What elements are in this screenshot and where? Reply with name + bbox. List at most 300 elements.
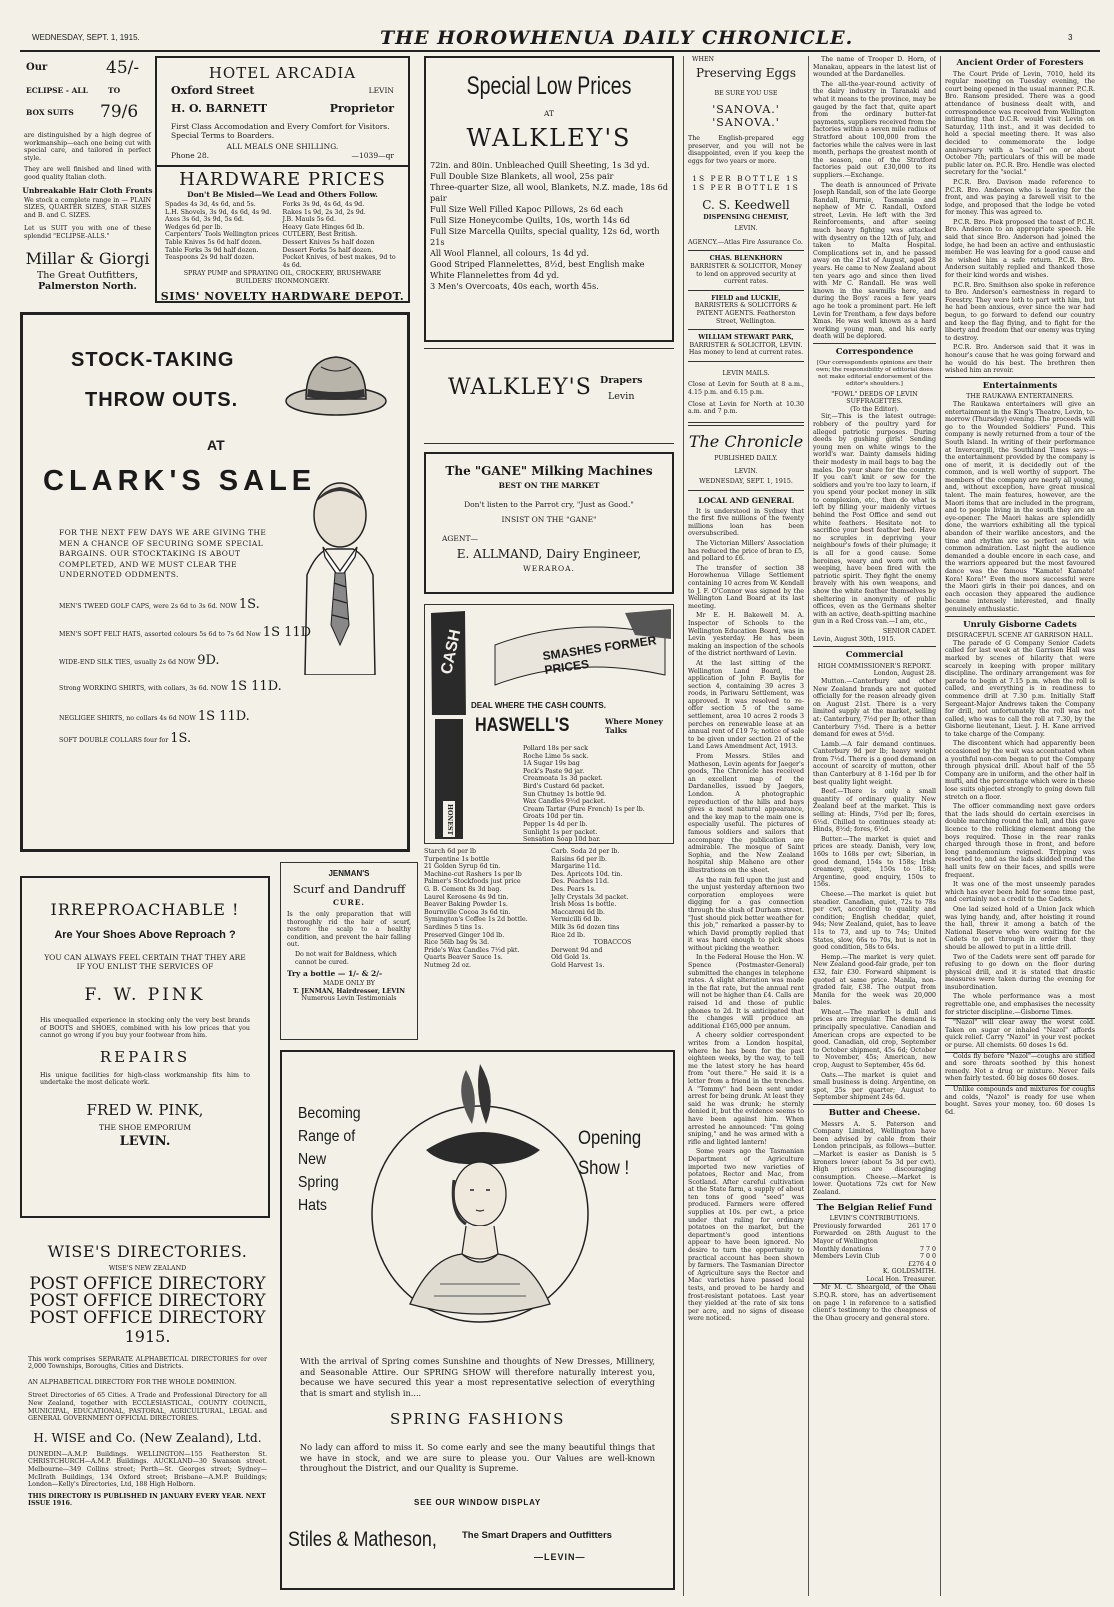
price-line: Sensation Soap 10d bar. — [523, 836, 601, 844]
page-number: 3 — [1068, 33, 1073, 42]
clark-row — [59, 625, 389, 657]
walkley-box — [424, 56, 674, 342]
walkley-title: Special Low Prices — [466, 72, 632, 100]
jenman-cure: CURE. — [332, 898, 366, 907]
wise-nz: WISE'S NEW ZEALAND — [108, 1265, 187, 1272]
svg-text:CASH: CASH — [438, 627, 465, 676]
stiles-becoming-line: Range of — [298, 1128, 356, 1145]
price-line: Pepper 1s 4d per lb. — [523, 820, 588, 828]
foresters-head: Ancient Order of Foresters — [956, 58, 1084, 68]
commercial-para: Hemp.—The market is very quiet. New Zealand good-fair grade, per ton £32, fair £30. Forward shipment is quoted at same price. Manila, non-graded fair, £38. The output from Manila for the week was 20,000 bales. — [813, 953, 936, 1007]
pink-emp: THE SHOE EMPORIUM — [98, 1122, 192, 1132]
belgian-fund-head: The Belgian Relief Fund — [816, 1202, 933, 1213]
local-para: The transfer of section 38 Horowhenua Village Settlement containing 10 acres from W. Kendall to J. F. O'Connor was signed by the Wellington Land Board at its last meeting. — [688, 564, 804, 610]
cadets-para: The discontent which had apparently been occasioned by the wait was accentuated when a youthful non-com began to put the Company through physical drill. About half of the 55 Company are in uniform, and the other half in mufti, and the percentage which were in these lose suits objected strongly to going down full stretch on a floor. — [945, 740, 1095, 801]
walkley-item: White Flannelettes from 4d yd. — [430, 270, 560, 280]
price-line: Bird's Custard 6d packet. — [523, 782, 605, 790]
haswell-banner: SMASHES FORMER PRICES — [541, 633, 658, 677]
commercial-para: Oats.—The market is quiet and small business is doing. Argentine, on spot, 25s per quarter; August to September shipment 24s 6d. — [813, 1071, 936, 1102]
wise-co: H. WISE and Co. (New Zealand), Ltd. — [33, 1430, 262, 1445]
wise-text: This work comprises SEPARATE ALPHABETICAL DIRECTORIES for over 2,000 Townships, Boroughs, Cities and Districts. — [28, 1355, 267, 1371]
local-para: It is understood in Sydney that the first five millions of the twenty millions loan has been oversubscribed. — [688, 507, 804, 538]
stiles-fashions: SPRING FASHIONS — [390, 1410, 565, 1428]
to-editor: (To the Editor). — [850, 405, 899, 413]
news-para: Mr M. C. Sheargold, of the Ohau S.P.Q.R. store, has an advertisement on page 1 in reference to a satisfied client's testimony to the cheapness of the Ohau grocery and general store. — [813, 1284, 936, 1322]
walkley-drapers: Drapers — [600, 375, 643, 386]
fund-value: £276 4 0 — [907, 1260, 936, 1268]
walkley-foot — [424, 348, 674, 444]
walkley-item: 72in. and 80in. Unbleached Quill Sheeting, 1s 3d yd. — [430, 160, 650, 170]
treasurer-name: K. GOLDSMITH. — [882, 1268, 936, 1276]
commercial-para: Butter.—The market is quiet and prices are steady. Danish, very low, 160s to 168s per cwt; Siberian, in good demand, 154s to 158s; Irish creamery, quiet, 150s to 158s; Argentine, good enquiry, 150s to 156s. — [813, 835, 936, 889]
cadets-subhead: DISGRACEFUL SCENE AT GARRISON HALL. — [946, 632, 1094, 640]
entertainments-head: Entertainments — [982, 380, 1058, 391]
arcadia-phone: Phone 28. — [171, 151, 209, 160]
clark-row-text: WIDE-END SILK TIES, usually 2s 6d NOW — [59, 659, 196, 666]
fund-row — [813, 1230, 936, 1245]
wise-addr: DUNEDIN—A.M.P. Buildings. WELLINGTON—155 Featherston St. CHRISTCHURCH—A.M.P. Buildings. AUCKLAND—30 Swanson street. Melbourne—349 Collins street; Perth—St. Georges street; Sydney—McIlrath Buildings, 134 Oxford street; Brisbane—A.M.P. Buildings; London—Kelly's Directories, Ltd, 188 High Holborn. — [28, 1450, 267, 1489]
clark-list — [59, 597, 389, 757]
price-line: Pollard 18s per sack — [523, 745, 588, 752]
haswell-left-list — [424, 848, 547, 970]
stiles-opening-line: Show ! — [578, 1158, 630, 1179]
wise-ad — [20, 1228, 275, 1590]
clark-row — [59, 709, 389, 735]
walkley-item: Full Double Size Blankets, all wool, 25s pair — [430, 171, 614, 181]
price-line: Preserved Ginger 10d lb. — [424, 931, 505, 939]
fund-label: Members Levin Club — [813, 1253, 880, 1261]
jenman-box — [280, 862, 418, 1040]
clark-row-text: MEN'S TWEED GOLF CAPS, were 2s 6d to 3s 6d. NOW — [59, 603, 237, 610]
walkley-item: Full Size Marcella Quilts, special quality, 12s 6d, worth 21s — [430, 226, 660, 247]
commercial-head: Commercial — [845, 650, 904, 661]
cadets-head: Unruly Gisborne Cadets — [963, 619, 1077, 630]
walkley-item: Three-quarter Size, all wool, Blankets, N.Z. made, 18s 6d pair — [430, 182, 668, 203]
price-line: Machine-cut Rashers 1s per lb — [424, 870, 522, 878]
wise-pod-2: POST OFFICE DIRECTORY — [29, 1290, 266, 1311]
cadets-para: One lad seized hold of a Union Jack which was lying handy, and, after hoisting it round the hall, threw it among a batch of the National Reserve who were waiting for the Cadets to get through in order that they should be allowed to put in a little drill. — [945, 905, 1095, 951]
column-rule — [808, 56, 809, 1596]
stiles-becoming-line: Spring — [298, 1174, 339, 1191]
price-line: Laurel Kerosene 4s 9d tin. — [424, 893, 509, 901]
haswell-box — [424, 604, 674, 844]
news-para: The death is announced of Private Joseph Randall, son of the late George Randall, Burnie, Tasmania and nephew of Mr C. Randall, Oxford street, Levin. He left with the 3rd Reinforcements, and after seeing much heavy fighting was attacked with dysentry on the 12th of July, and taken to Malta Hospital. Complications set in, and he passed away on the 21st of August, aged 28 years. He came to New Zealand about ten years ago and since then lived with Mr C. Randall. He was well known in the sawmills here, and during the Boys' races a few years ago he took a prominent part. He left Levin for Trentham, a few days before Xmas. He was well known as a hard working young man, and his early death will be deplored. — [813, 181, 936, 341]
butter-cheese-body: Messrs A. S. Paterson and Company Limited, Wellington have been advised by cable from their London principals, as follows—butter.—Market is easier as Danish is 5 kroners lower (about 5s 3d per cwt). High prices are discouraging consumption. Cheese.—Market is lower. Quotations 72s cwt for New Zealand. — [813, 1120, 936, 1196]
eggs-ad — [688, 56, 804, 1325]
price-line: Sardines 5 tins 1s. — [424, 923, 484, 931]
stiles-becoming — [298, 1102, 360, 1217]
gane-best: BEST ON THE MARKET — [498, 481, 600, 490]
pink-title: IRREPROACHABLE ! — [50, 900, 240, 919]
stiles-opening-line: Opening — [578, 1128, 642, 1149]
wise-street: Street Directories of 65 Cities. A Trade and Professional Directory for all New Zealand, together with ECCLESIASTICAL, COUNTY COUNCIL, MUNICIPAL, EDUCATIONAL, PASTORAL, AGRICULTURAL, LEGAL and GENERAL GOVERNMENT OFFICIAL DIRECTORIES. — [28, 1392, 267, 1423]
millar-outfit: The Great Outfitters, — [36, 269, 139, 281]
price-line: Des. Apricots 10d. tin. — [551, 870, 623, 878]
fund-label: Monthly donations — [813, 1245, 873, 1253]
letter-date: Levin, August 30th, 1915. — [813, 635, 896, 643]
clark-title-2: THROW OUTS. — [85, 389, 239, 411]
wise-pod-3: POST OFFICE DIRECTORY — [29, 1307, 266, 1328]
haswell-right-list — [551, 848, 674, 970]
price-line: Raisins 6d per lb. — [551, 855, 608, 863]
price-line: 21 Golden Syrup 6d tin. — [424, 863, 501, 871]
jenman-made: MADE ONLY BY — [323, 980, 375, 988]
mails-title: LEVIN MAILS. — [722, 369, 770, 377]
price-line: 1A Sugar 19s bag — [523, 760, 580, 768]
news-para: The all-the-year-round activity of the dairy industry in Taranaki and what it means to the province, may be gauged by the fact that, quite apart from the ordinary butter-fat payments, suppliers received from the factories within a seven mile radius of Stratford about 100,000 from the factories while the calves were in last month, perhaps the greatest month of the season, one of the Stratford factories paid out £30,000 to its suppliers.—Exchange. — [813, 80, 936, 179]
pink-town: LEVIN. — [119, 1133, 171, 1149]
stiles-becoming-line: New — [298, 1151, 327, 1168]
price-line: Cream Tartar (Pure French) 1s per lb. — [523, 805, 645, 813]
arcadia-title: HOTEL ARCADIA — [208, 64, 357, 82]
cadets-para: It was one of the most unseemly parades which has ever been held for some time past, and certainly not a credit to the Cadets. — [945, 881, 1095, 904]
clark-title-1: STOCK-TAKING — [71, 349, 235, 371]
cadets-para: The parade of G Company Senior Cadets called for last week at the Garrison Hall was marked by scenes of hilarity that were scarcely in keeping with proper military discipline. The ordinary arrangement was for parade to begin at 7.15 p.m. when the roll is called, and everything is in readiness to commence drill at 7.30 p.m. Initially Staff Sergeant-Major Andrews taken the Company for drill, not unfortunately the roll was not called, who was to call the roll at 7.30, by the Gisborne lieutenant, Lieut. J. H. Kane arrived to take charge of the Company. — [945, 639, 1095, 738]
pink-name: F. W. PINK — [84, 985, 206, 1005]
local-para: The Victorian Millers' Association has reduced the price of bran to £5, and pollard to £6. — [688, 540, 804, 563]
lady-with-hat-illustration — [370, 1054, 590, 1354]
gane-box — [424, 452, 674, 594]
millar-body: We stock a complete range in — PLAIN SIZES, QUARTER SIZES, STAR SIZES and B. and C. SIZES. — [24, 196, 151, 219]
price-line: Milk 3s 6d dozen tins — [551, 923, 620, 931]
local-para: In the Federal House the Hon. W. Spence (Postmaster-General) submitted the changes in telephone rates. A slight alteration was made in the flat rate, but the annual rent will not be higher than £4. Calls are raised 1d and those of public phones to 2d. It is anticipated that the changes will produce an additional £165,000 per annum. — [688, 954, 804, 1030]
price-line: Turpentine 1s bottle — [424, 855, 490, 863]
fund-label: Previously forwarded — [813, 1222, 882, 1230]
price-line: Maccaroni 6d lb. — [551, 908, 605, 916]
legal-text: BARRISTERS & SOLICITORS & PATENT AGENTS. Featherston Street, Wellington. — [694, 302, 798, 325]
arcadia-street: Oxford Street — [171, 84, 255, 97]
hardware-item: Table Forks 3s 9d half dozen. — [165, 246, 259, 254]
eggs-town: LEVIN. — [734, 225, 758, 233]
hardware-spray: SPRAY PUMP and SPRAYING OIL, CROCKERY, BRUSHWARE BUILDERS' IRONMONGERY. — [183, 270, 382, 285]
legal-name: WILLIAM STEWART PARK, — [698, 334, 794, 342]
clark-row-text: MEN'S SOFT FELT HATS, assorted colours 5s 6d to 7s 6d Now — [59, 631, 261, 638]
clark-sale: CLARK'S SALE — [43, 465, 317, 497]
nazol-para: Unlike compounds and mixtures for coughs and colds, "Nazol" is ready for use when bought. Saves your money, too. 60 doses 1s 6d. — [945, 1086, 1095, 1116]
gane-title: The "GANE" Milking Machines — [445, 464, 653, 478]
clark-row-price: 1S 11D — [262, 625, 312, 640]
stiles-box — [280, 1050, 675, 1590]
stiles-see: SEE OUR WINDOW DISPLAY — [413, 1498, 542, 1507]
hardware-title: HARDWARE PRICES — [179, 169, 386, 190]
price-line: Beaver Baking Powder 1s. — [424, 901, 508, 909]
felt-hat-icon — [281, 345, 391, 425]
price-line: Symington's Coffee 1s 2d bottle. — [424, 916, 528, 924]
eggs-sanova-2: 'SANOVA.' — [712, 116, 780, 130]
hardware-item: J.B. Mauls 5s 6d. — [282, 216, 336, 224]
wise-year: 1915. — [124, 1326, 171, 1346]
jenman-wait: Do not wait for Baldness, which cannot be cured. — [295, 950, 397, 966]
hardware-item: CUTLERY, Best British. — [282, 231, 358, 239]
arcadia-prop: Proprietor — [329, 102, 394, 115]
price-line: Rice 2d lb. — [551, 931, 586, 939]
clark-row-text: SOFT DOUBLE COLLARS four for — [59, 737, 169, 744]
price-line: Margarine 11d. — [551, 863, 601, 871]
legal-text: BARRISTER & SOLICITOR, LEVIN. Has money to lend at current rates. — [688, 341, 804, 357]
hardware-right-list — [283, 201, 401, 269]
price-line: Palmer's Stockfoods just price — [424, 878, 521, 886]
local-para: A cheery soldier correspondent writes from a London hospital, where he has been for the past eighteen weeks, by the way, to tell me the latest story he has heard from "out there." He said it is a letter from a friend in the trenches. A "Tommy" had been sent under arrest for being drunk. At least they said he was drunk; he sternly denied it, but the evidence seems to have been against him. When arrested he announced: "I'm going sniping," and he was armed with a rifle and lighted lantern! — [688, 1032, 804, 1146]
price-line: G. B. Cement 8s 3d bag. — [424, 885, 502, 893]
walkley-name: WALKLEY'S — [466, 124, 632, 152]
walkley-item: 3 Men's Overcoats, 40s each, worth 45s. — [430, 281, 599, 291]
hardware-item: L.H. Shovels, 3s 9d, 4s 6d, 4s 9d. — [165, 208, 272, 216]
pink-repairs: REPAIRS — [99, 1047, 191, 1066]
millar-eclipse: ECLIPSE - ALL — [26, 86, 88, 95]
hardware-sub: Don't Be Misled—We Lead and Others Follow. — [187, 190, 378, 199]
walkley-at: AT — [543, 109, 554, 118]
haswell-top-list — [523, 745, 671, 844]
jenman-text: Is the only preparation that will thoroughly rid the hair of scurf, restore the scalp to a healthy condition, and prevent the hair falling out. — [287, 911, 411, 949]
pink-text: His unequalled experience in stocking only the very best brands of BOOTS and SHOES, combined with his low prices that you cannot go wrong if you buy your footwear from him. — [40, 1017, 250, 1040]
clark-row — [59, 653, 389, 683]
eggs-agency: AGENCY.—Atlas Fire Assurance Co. — [688, 238, 803, 246]
price-line: Roche Lime 5s sack. — [523, 752, 589, 760]
hc-report-date: London, August 28. — [873, 670, 936, 678]
price-line: Old Gold 1s. — [551, 954, 591, 962]
treasurer-title: Local Hon. Treasurer. — [866, 1275, 936, 1283]
fund-value: 7 7 0 — [919, 1245, 936, 1253]
wise-issue: THIS DIRECTORY IS PUBLISHED IN JANUARY EVERY YEAR. NEXT ISSUE 1916. — [28, 1492, 266, 1508]
clark-row-price: 1S. — [238, 597, 260, 612]
millar-our: Our — [26, 62, 48, 73]
clark-row — [59, 731, 389, 757]
arcadia-town: LEVIN — [368, 86, 394, 95]
jenman-title: Scurf and Dandruff — [292, 882, 406, 896]
legal-text: BARRISTER & SOLICITOR, Money to lend on approved security at current rates. — [690, 262, 802, 286]
fund-label: Forwarded on 28th August to the Mayor of Wellington — [813, 1230, 936, 1245]
gane-insist: INSIST ON THE "GANE" — [501, 515, 597, 524]
price-line: Pride's Wax Candles 7½d pkt. — [424, 946, 520, 954]
local-para: Mr E. H. Bakewell M. A. Inspector of Schools to the Wellington Education Board, was in Levin yesterday. He has been making an inspection of the schools of the district northward of Levin. — [688, 612, 804, 658]
price-line: Bournville Cocoa 3s 6d tin. — [424, 908, 511, 916]
price-line: Peck's Paste 9d jar. — [523, 767, 585, 775]
pink-box — [20, 876, 270, 1218]
foresters-para: P.C.R. Bro. Davison made reference to P.C.R. Bro. Anderson who is leaving for the front, and was paying a farewell visit to the lodge, and proposed that the lodge be voted for money. This was agreed to. — [945, 178, 1095, 217]
local-para: Some years ago the Tasmanian Department of Agriculture imported two new varieties of potatoes, Rector and Mac, from Scotland. After careful cultivation at the State farm, a supply of about ten tons of good "seed" was produced. Farmers were offered supplies at 10s. per cwt., a price under that ruling for ordinary potatoes on the market, but the department's good intentions appear to have been ignored. No desire to turn the opportunity to practical account has been shown by farmers. The Tasmanian Director of Agriculture says the Rector and Mac varieties have passed local tests, and proved to be hardy and frost-resistant potatoes. Last year they yielded at the rate of six tons per acre, and no signs of disease were noticed. — [688, 1148, 804, 1323]
cadets-para: Two of the Cadets were sent off parade for refusing to go down on the floor during physical drill, and it is stated that drastic measures were taken during the evening for insubordination. — [945, 953, 1095, 991]
masthead-date: WEDNESDAY, SEPT. 1, 1915. — [32, 33, 140, 42]
entertainment-para: The Raukawa entertainers will give an entertainment in the King's Theatre, Levin, to-morrow (Thursday) evening. The proceeds will go to the Wounded Soldiers' Fund. This company is newly returned from a tour of the South Island. In writing of their performance at Invercargill, the Southland Times says:—the entertainment provided by the company is one of merit, it is decidedly out of the common, and is well worthy of support. The members of the company are nearly all young, and, without exception, have great musical talent. The main features, however, are the Maori items that are included in the program, and to people living in the south they are an eye-opener. The Maori hakas are splendidly done, the warriors exhibiting all the typical abandon of their warlike ancestors, and the time and rhythm are so perfect as to win common admiration. Last night the audience demanded a double encore in each case, and the warriors appeared but the most favoured dance was the famous "Kamate! Kamate! Kora! Kora!" Even the more successful were the Maori girls in their poi dances, and on each occasion they appeared the audience became intensely interested, and finally genuinely enthusiastic. — [945, 400, 1095, 613]
hardware-item: Forks 3s 9d, 4s 6d, 4s 9d. — [282, 201, 365, 208]
haswell-where: Where Money Talks — [605, 717, 663, 735]
clark-row — [59, 597, 389, 629]
clark-row-price: 9D. — [197, 653, 220, 668]
column-5 — [813, 56, 936, 1596]
millar-to: TO — [108, 86, 121, 95]
price-line: Rice 56lb bag 9s 3d. — [424, 939, 490, 947]
millar-desc: are distinguished by a high degree of workmanship—each one being cut with special care, and tailored in perfect style. — [24, 132, 151, 162]
price-line: Quarts Beaver Sauce 1s. — [424, 954, 503, 962]
hardware-item: Carpenters' Tools Wellington prices — [165, 231, 279, 239]
hardware-item: Table Knives 5s 6d half dozen. — [165, 238, 262, 246]
pink-sub: Are Your Shoes Above Reproach ? — [54, 929, 236, 941]
eggs-when: WHEN — [692, 56, 715, 63]
walkley-item: Full Size Well Filled Kapoc Pillows, 2s 6d each — [430, 204, 624, 214]
eggs-sure: BE SURE YOU USE — [714, 89, 778, 97]
price-line: Derwent 9d and — [551, 946, 603, 954]
clark-at: AT — [207, 437, 225, 453]
fund-value: 7 0 0 — [919, 1253, 936, 1261]
millar-box: BOX SUITS — [26, 108, 74, 117]
mails-south: Close at Levin for South at 8 a.m., 4.15 p.m. and 6.15 p.m. — [688, 381, 804, 397]
fund-row — [813, 1223, 936, 1231]
local-body — [688, 508, 804, 1323]
walkley-items — [426, 152, 672, 292]
millar-ad — [20, 56, 155, 299]
pink-enlist: YOU CAN ALWAYS FEEL CERTAIN THAT THEY ARE IF YOU ENLIST THE SERVICES OF — [44, 953, 246, 971]
hardware-item: Spades 4s 3d, 4s 6d, and 5s. — [165, 201, 256, 208]
nazol-para: Colds fly before "Nazol"—coughs are stifled and sore throats soothed by this honest remedy. Not a drug or mixture. Never fails when fairly tested. 60 big doses 60 doses. — [945, 1052, 1095, 1083]
price-line: Vermicilli 6d lb. — [551, 916, 602, 924]
price-line: Sun Chutney 1s bottle 9d. — [523, 790, 607, 798]
price-line: Jelly Crystals 3d packet. — [551, 893, 629, 901]
cadets-para: The officer commanding next gave orders that the lads should do certain exercises in double marching round the hall, and this gave licence to the rollicking element among the boys required. Those in the rear ranks charged through those in front, and before long pandemonium reigned. Tripping was resorted to, and as the lads skidded round the hall units few on their faces, and spills were frequent. — [945, 803, 1095, 879]
legal-name: FIELD and LUCKIE, — [711, 294, 781, 302]
wise-title: WISE'S DIRECTORIES. — [47, 1242, 248, 1261]
millar-price-high: 79/6 — [100, 102, 139, 122]
wise-alpha: AN ALPHABETICAL DIRECTORY FOR THE WHOLE DOMINION. — [28, 1378, 237, 1386]
hc-report-head: HIGH COMMISSIONER'S REPORT. — [817, 662, 932, 670]
eggs-text: The English-prepared egg preserver, and you will not be disappointed, even if you keep the eggs for two years or more. — [688, 135, 804, 165]
eggs-sanova-1: 'SANOVA.' — [712, 103, 780, 117]
stiles-name: Stiles & Matheson, — [288, 1528, 437, 1551]
hardware-item: Axes 3s 6d, 3s 9d, 5s 6d. — [165, 216, 244, 224]
arcadia-owner: H. O. BARNETT — [171, 102, 268, 115]
stiles-text2: No lady can afford to miss it. So come early and see the many beautiful things that we have in stock, and we are sure to please you. Our Values are well-known throughout the District, and our Quality is Supreme. — [300, 1442, 655, 1473]
hardware-item: Pocket Knives, of best makes, 9d to 4s 6d. — [282, 254, 396, 269]
chronicle-pub: PUBLISHED DAILY. — [714, 454, 778, 462]
eggs-title: Preserving Eggs — [695, 65, 797, 80]
commercial-para: Mutton.—Canterbury and other New Zealand brands are not quoted officially for the reason already given on August 21st. There is a very limited supply at the market, selling at: Canterbury, 7½d per lb; other than Canterbury 7½d. There is a better demand for ewes at 5½d. — [813, 677, 936, 739]
foresters-para: The Court Pride of Levin, 7010, held its regular meeting on Tuesday evening, the court being opened in the usual manner. P.C.R. Bro. Ransom presided. There was a good attendance of business dealt with, and correspondence was received from Wellington intimating that D.C.R. would visit Levin on Saturday, 11th inst., and it was decided to hold a special meeting there. It was also decided to commemorate the lodge anniversary with a "social" on or about October 7th; particulars of this will be made public later on. P.C.R. Bro. Hendle was elected secretary for the "social." — [945, 70, 1095, 177]
clark-row-price: 1S. — [170, 731, 192, 746]
local-para: At the last sitting of the Wellington Land Board, the application of John F. Baylis for section 4, containing 39 acres 3 roods, in Pariwaru Settlement, was approved. It was resolved to re-offer section 5 of the same settlement, area 10 acres 2 roods 3 perches on renewable lease at an annual rent of £19 7s; notice of sale to be given under section 21 of the Land Laws Amendment Act, 1913. — [688, 659, 804, 751]
chronicle-date: WEDNESDAY, SEPT. 1, 1915. — [699, 478, 793, 486]
local-title: LOCAL AND GENERAL — [698, 495, 794, 505]
price-line: Gold Harvest 1s. — [551, 961, 605, 969]
column-rule — [683, 56, 684, 1596]
gane-town: WERAROA. — [523, 564, 575, 573]
arcadia-hardware-box — [155, 56, 410, 303]
haswell-deal: DEAL WHERE THE CASH COUNTS. — [471, 701, 606, 710]
nazol-para: "Nazol" will clear away the worst cold. Taken on sugar or inhaled "Nazol" affords quick relief. Carry "Nazol" in your vest pocket or purse. All chemists. 60 doses 1s 6d. — [945, 1019, 1095, 1050]
hardware-item: Dessert Knives 5s half dozen — [282, 238, 375, 246]
wise-pod-1: POST OFFICE DIRECTORY — [29, 1273, 266, 1294]
column-rule — [940, 56, 941, 1596]
masthead-rule — [20, 50, 1100, 52]
price-line: Nutmeg 2d oz. — [424, 961, 471, 969]
jenman-maker: T. JENMAN, Hairdresser, LEVIN — [292, 987, 405, 995]
clark-row-price: 1S 11D. — [197, 709, 250, 724]
haswell-honest: HONEST — [446, 804, 453, 836]
foresters-para: P.C.R. Bro. Piek proposed the toast of P.C.R. Bro. Anderson to an appropriate speech. He said that since Bro. Anderson had joined the lodge, he had been an active and enthusiastic member. He was leaving for a good cause and he wished him a safe return. P.C.R. Bro. Anderson suitably replied and thanked those for their kind words and wishes. — [945, 218, 1095, 280]
price-line: Des. Peaches 11d. — [551, 878, 610, 886]
fund-row — [813, 1246, 936, 1254]
price-line: Starch 6d per lb — [424, 848, 477, 855]
mails-north: Close at Levin for North at 10.30 a.m. and 7 p.m. — [688, 400, 804, 416]
legal-name: CHAS. BLENKHORN — [709, 255, 783, 263]
correspondence-head: Correspondence — [835, 346, 914, 357]
clark-row-text: NEGLIGEE SHIRTS, no collars 4s 6d NOW — [59, 715, 196, 722]
clark-box — [20, 312, 410, 852]
commercial-para: Wheat.—The market is dull and prices are irregular. The demand is principally speculative. Canadian and American crops are expected to be good. Canadian, old crop, September to October shipment, 45s 6d; October to November, 45s; American, new crop, August to September, 45s 6d. — [813, 1008, 936, 1070]
letter-signature: SENIOR CADET. — [882, 627, 936, 635]
clark-row-text: Strong WORKING SHIRTS, with collars, 3s 6d. NOW — [59, 685, 228, 692]
stiles-becoming-line: Hats — [298, 1197, 327, 1214]
hardware-item: Wedges 6d per lb. — [165, 223, 223, 231]
correspondence-note: [Our correspondents opinions are their own; the responsibility of editorial does not make editorial endorsement of the editor's shoulders.] — [816, 359, 933, 387]
hardware-item: Heavy Gate Hinges 6d lb. — [282, 223, 365, 231]
stiles-text: With the arrival of Spring comes Sunshine and thoughts of New Dresses, Millinery, and Seasonable Attire. Our SPRING SHOW will therefore naturally interest you, because we have secured this year a most representative selection of everything that is smart and stylish in.... — [300, 1356, 655, 1398]
hardware-item: Rakes 1s 9d, 2s 3d, 2s 9d. — [282, 208, 366, 216]
stiles-becoming-line: Becoming — [298, 1105, 361, 1122]
foresters-para: P.C.R. Bro. Smithson also spoke in reference to Bro. Anderson's earnestness in regard to Forestry. They were loth to part with him, but he had been anxious, ever since the war had begun, to go forward to defend our country and keep the flag flying, and to fight for the liberty and freedom that our enemy was trying to destroy. — [945, 281, 1095, 342]
arcadia-text: First Class Accomodation and Every Comfort for Visitors. Special Terms to Boarders. — [171, 122, 390, 140]
foresters-para: P.C.R. Bro. Anderson said that it was in honour's cause that he was going forward and he would do his best. The brethren then wished him an revoir. — [945, 344, 1095, 375]
price-line: Des. Pears 1s. — [551, 885, 596, 893]
jenman-try: Try a bottle — 1/- & 2/- — [287, 969, 383, 979]
price-line: Irish Moss 1s bottle. — [551, 901, 617, 909]
eggs-name: C. S. Keedwell — [702, 197, 790, 212]
stiles-levin: —LEVIN— — [534, 1552, 586, 1562]
pink-fred: FRED W. PINK, — [86, 1100, 204, 1119]
chronicle-town: LEVIN. — [734, 468, 758, 476]
walkley-item: Good Striped Flannelettes, 8½d, best English make — [430, 259, 645, 269]
gane-agent: AGENT— — [442, 534, 478, 543]
price-line: TOBACCOS — [593, 939, 632, 947]
hardware-left-list — [165, 201, 283, 269]
local-para: As the rain fell upon the just and the unjust yesterday afternoon two corporation employees were digging for a gas connection through the slush of Durham street. "Just should pick better weather for this job," remarked a passer-by to which David promptly replied that it was hard enough to pick shoes without picking the weather. — [688, 876, 804, 952]
walkley-foot-name: WALKLEY'S — [448, 375, 592, 400]
hardware-item: Teaspoons 2s 9d half dozen. — [165, 254, 255, 262]
millar-town: Palmerston North. — [38, 280, 137, 292]
local-para: From Messrs. Stiles and Matheson, Levin agents for Jaeger's goods, The Chronicle has received an excellent map of the Dardanelles, issued by Jaegers, London. A photographic reproduction of the hills and bays gives a most natural appearance, and the key map to the main one is especially useful. The pictures of famous soldiers and sailors that accompany the publication are admirable. The mosque of Saint Sophia, and the New Zealand hospital ship Maheno are other illustrations on the sheet. — [688, 753, 804, 874]
fund-row — [813, 1253, 936, 1261]
gane-parrot: Don't listen to the Parrot cry, "Just as Good." — [464, 500, 634, 509]
haswell-name: HASWELL'S — [475, 715, 570, 736]
stiles-opening — [578, 1124, 657, 1184]
stiles-smart: The Smart Drapers and Outfitters — [462, 1530, 612, 1541]
price-line: Groats 10d per tin. — [523, 813, 584, 821]
millar-price-low: 45/- — [106, 58, 140, 78]
millar-head: Unbreakable Hair Cloth Fronts — [22, 185, 153, 195]
raukawa-head: THE RAUKAWA ENTERTAINERS. — [966, 393, 1074, 401]
news-para: The name of Trooper D. Horn, of Manakau, appears in the latest list of wounded at the Dardanelles. — [813, 56, 936, 79]
walkley-item: Full Size Honeycombe Quilts, 10s, worth 14s 6d — [430, 215, 630, 225]
millar-name: Millar & Giorgi — [25, 248, 150, 268]
chronicle-title: The Chronicle — [688, 431, 804, 451]
price-line: Creamoata 1s 3d packet. — [523, 775, 603, 783]
belgian-contrib-head: LEVIN'S CONTRIBUTIONS. — [829, 1215, 920, 1223]
commercial-para: Lamb.—A fair demand continues. Canterbury 9d per lb; heavy weight from 7½d. There is a good demand on account of scarcity of mutton, other than Canterbury at 8 1-16d per lb for best quality light weight. — [813, 740, 936, 786]
eggs-price-2: 1S PER BOTTLE 1S — [692, 182, 800, 192]
fund-row — [813, 1261, 936, 1269]
fowl-head: "FOWL" DEEDS OF LEVIN SUFFRAGETTES. — [831, 390, 918, 406]
clark-row-price: 1S 11D. — [229, 679, 282, 694]
arcadia-code: —1039—qr — [351, 151, 394, 160]
hardware-sims: SIMS' NOVELTY HARDWARE DEPOT. — [160, 289, 405, 303]
hardware-item: Dessert Forks 5s half dozen. — [282, 246, 374, 254]
haswell-lists — [424, 848, 674, 970]
cadets-para: The whole performance was a most regrettable one, and emphasises the necessity for stricter discipline.—Gisborne Times. — [945, 993, 1095, 1016]
jenman-name: JENMAN'S — [328, 869, 370, 878]
commercial-para: Beef.—There is only a small quantity of ordinary quality New Zealand beef at the market. This is selling at: Hinds, 7½d per lb; fores, 6½d. Chilled to continues steady at: Hinds, 8½d; fores, 6½d. — [813, 788, 936, 834]
fund-value: 261 17 0 — [907, 1222, 936, 1230]
price-line: Wax Candles 9½d packet. — [523, 798, 606, 806]
pink-rtext: His unique facilities for high-class workmanship fits him to undertake the most delicate work. — [40, 1071, 250, 1087]
butter-cheese-head: Butter and Cheese. — [828, 1108, 921, 1118]
